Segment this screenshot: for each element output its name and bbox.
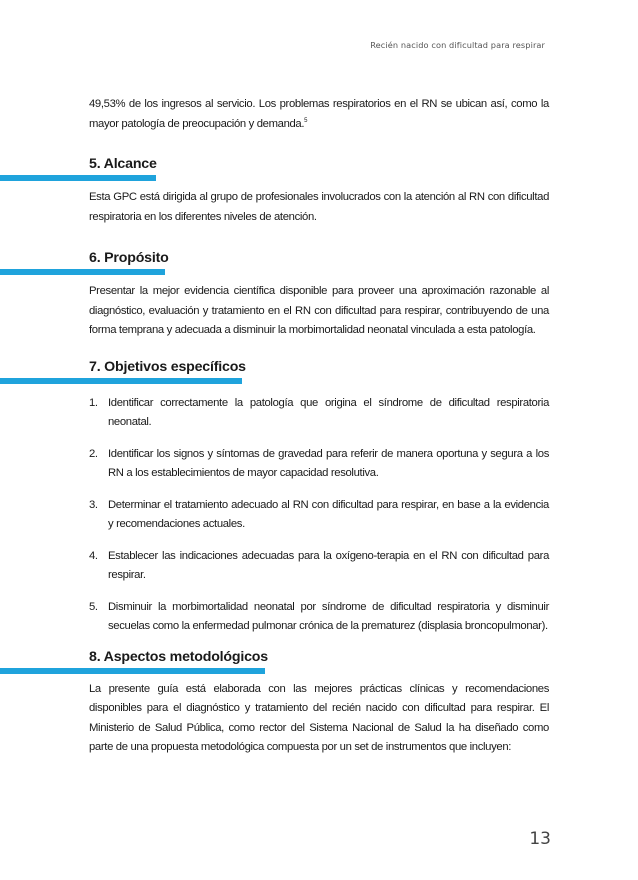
list-item <box>89 598 549 637</box>
section-objetivos <box>89 353 549 637</box>
page-number: 13 <box>529 829 551 849</box>
section-heading-block <box>89 643 549 677</box>
list-item-text: Establecer las indicaciones adecuadas para la oxígeno-terapia en el RN con dificultad para respirar. <box>108 549 549 581</box>
list-item-text: Identificar correctamente la patología que origina el síndrome de dificultad respiratoria neonatal. <box>108 396 549 428</box>
section-heading-block <box>89 353 549 387</box>
list-item <box>89 496 549 535</box>
section-metodologicos <box>89 643 549 758</box>
list-item-text: Identificar los signos y síntomas de gravedad para referir de manera oportuna y segura a los RN a los establecimientos de mayor capacidad resolutiva. <box>108 447 549 479</box>
section-underline-rule <box>0 175 156 181</box>
list-item-number: 3. <box>89 498 98 511</box>
section-heading-block <box>89 150 549 184</box>
section-title-alcance: 5. Alcance <box>89 156 157 172</box>
section-alcance <box>89 150 549 227</box>
section-text-alcance: Esta GPC está dirigida al grupo de profesionales involucrados con la atención al RN con dificultad respiratoria en los diferentes niveles de atención. <box>89 191 549 223</box>
section-title-objetivos: 7. Objetivos específicos <box>89 358 246 375</box>
section-underline-rule <box>0 269 165 275</box>
section-title-metodologicos: 8. Aspectos metodológicos <box>89 648 268 665</box>
list-item-number: 5. <box>89 600 98 613</box>
section-title-proposito: 6. Propósito <box>89 250 169 266</box>
running-header: Recién nacido con dificultad para respirar <box>370 40 545 50</box>
intro-text: 49,53% de los ingresos al servicio. Los problemas respiratorios en el RN se ubican así, como la mayor patología de preocupación y demanda. <box>89 98 549 130</box>
list-item <box>89 547 549 586</box>
section-text-proposito: Presentar la mejor evidencia científica disponible para proveer una aproximación razonable al diagnóstico, evaluación y tratamiento en el RN con dificultad para respirar, contribuyendo de una forma temprana y adecuada a disminuir la morbimortalidad neonatal vinculada a esta patología. <box>89 285 549 336</box>
list-item-number: 2. <box>89 447 98 460</box>
objectives-list <box>89 394 549 637</box>
list-item-number: 1. <box>89 396 98 409</box>
list-item <box>89 394 549 433</box>
footnote-ref: 5 <box>304 117 308 124</box>
intro-paragraph <box>89 95 549 134</box>
section-proposito <box>89 244 549 341</box>
list-item-text: Determinar el tratamiento adecuado al RN con dificultad para respirar, en base a la evidencia y recomendaciones actuales. <box>108 498 549 530</box>
section-text-metodologicos: La presente guía está elaborada con las mejores prácticas clínicas y recomendaciones disponibles para el diagnóstico y tratamiento del recién nacido con dificultad para respirar. El Ministerio de Salud Pública, como rector del Sistema Nacional de Salud la ha diseñado como parte de una propuesta metodológica compuesta por un set de instrumentos que incluyen: <box>89 682 549 753</box>
list-item-number: 4. <box>89 549 98 562</box>
section-heading-block <box>89 244 549 278</box>
list-item <box>89 445 549 484</box>
list-item-text: Disminuir la morbimortalidad neonatal por síndrome de dificultad respiratoria y disminuir secuelas como la enfermedad pulmonar crónica de la prematurez (displasia broncopulmonar). <box>108 600 549 632</box>
section-underline-rule <box>0 378 242 384</box>
section-underline-rule <box>0 668 265 674</box>
page-content <box>89 95 549 758</box>
